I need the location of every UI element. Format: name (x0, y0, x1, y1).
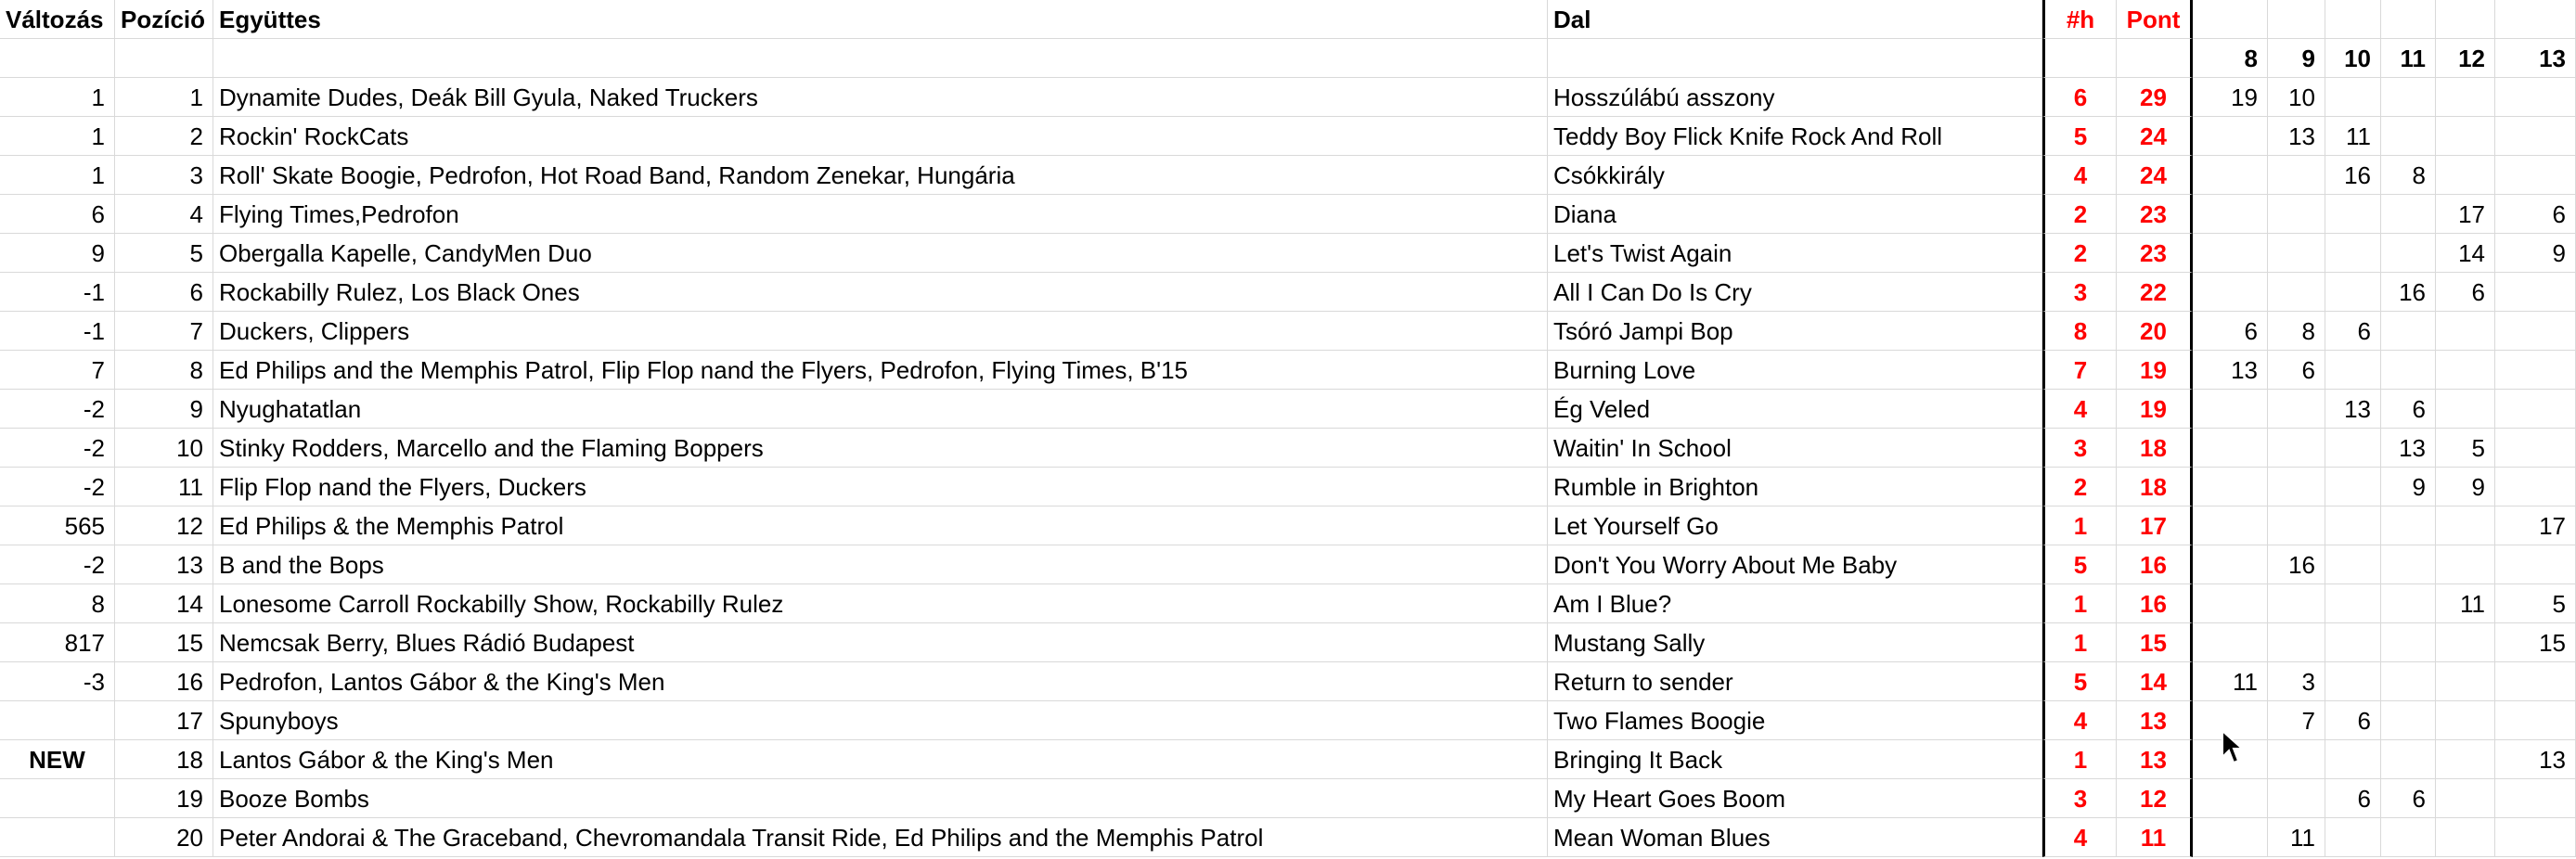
points-cell[interactable]: 18 (2117, 468, 2193, 506)
header-week-empty-cell[interactable] (2268, 0, 2325, 39)
position-cell[interactable]: 2 (115, 117, 213, 156)
week-8-cell[interactable] (2193, 818, 2268, 857)
header-week-12[interactable]: 12 (2436, 39, 2495, 78)
points-cell[interactable]: 29 (2117, 78, 2193, 117)
week-12-cell[interactable] (2436, 312, 2495, 351)
points-cell[interactable]: 23 (2117, 195, 2193, 234)
week-10-cell[interactable] (2325, 273, 2381, 312)
points-cell[interactable]: 14 (2117, 662, 2193, 701)
week-12-cell[interactable] (2436, 351, 2495, 390)
header-week-8[interactable]: 8 (2193, 39, 2268, 78)
song-cell[interactable]: Bringing It Back (1548, 740, 2042, 779)
position-cell[interactable]: 7 (115, 312, 213, 351)
hits-cell[interactable]: 6 (2042, 78, 2117, 117)
week-9-cell[interactable] (2268, 273, 2325, 312)
week-11-cell[interactable] (2381, 117, 2436, 156)
band-cell[interactable]: Ed Philips and the Memphis Patrol, Flip Flop nand the Flyers, Pedrofon, Flying Times, B'15 (213, 351, 1548, 390)
week-10-cell[interactable] (2325, 78, 2381, 117)
week-9-cell[interactable] (2268, 156, 2325, 195)
band-cell[interactable]: Flip Flop nand the Flyers, Duckers (213, 468, 1548, 506)
position-cell[interactable]: 16 (115, 662, 213, 701)
change-cell[interactable]: 7 (0, 351, 115, 390)
band-cell[interactable]: Booze Bombs (213, 779, 1548, 818)
song-cell[interactable]: Am I Blue? (1548, 584, 2042, 623)
song-cell[interactable]: Tsóró Jampi Bop (1548, 312, 2042, 351)
band-cell[interactable]: Dynamite Dudes, Deák Bill Gyula, Naked Truckers (213, 78, 1548, 117)
header-hits[interactable]: #h (2042, 0, 2117, 39)
song-cell[interactable]: Return to sender (1548, 662, 2042, 701)
week-10-cell[interactable] (2325, 623, 2381, 662)
header-week-empty-cell[interactable] (2436, 0, 2495, 39)
band-cell[interactable]: Lonesome Carroll Rockabilly Show, Rockabilly Rulez (213, 584, 1548, 623)
week-10-cell[interactable]: 11 (2325, 117, 2381, 156)
week-11-cell[interactable] (2381, 545, 2436, 584)
week-8-cell[interactable] (2193, 545, 2268, 584)
band-cell[interactable]: Spunyboys (213, 701, 1548, 740)
change-cell[interactable]: 6 (0, 195, 115, 234)
empty-cell[interactable] (115, 39, 213, 78)
song-cell[interactable]: Two Flames Boogie (1548, 701, 2042, 740)
week-10-cell[interactable]: 16 (2325, 156, 2381, 195)
position-cell[interactable]: 5 (115, 234, 213, 273)
band-cell[interactable]: Ed Philips & the Memphis Patrol (213, 506, 1548, 545)
position-cell[interactable]: 14 (115, 584, 213, 623)
change-cell[interactable]: 1 (0, 117, 115, 156)
week-13-cell[interactable]: 13 (2495, 740, 2576, 779)
band-cell[interactable]: Pedrofon, Lantos Gábor & the King's Men (213, 662, 1548, 701)
week-9-cell[interactable]: 16 (2268, 545, 2325, 584)
week-8-cell[interactable] (2193, 429, 2268, 468)
change-cell[interactable]: -3 (0, 662, 115, 701)
empty-cell[interactable] (0, 39, 115, 78)
hits-cell[interactable]: 5 (2042, 117, 2117, 156)
header-position[interactable]: Pozíció (115, 0, 213, 39)
change-cell[interactable]: -1 (0, 273, 115, 312)
band-cell[interactable]: Stinky Rodders, Marcello and the Flaming Boppers (213, 429, 1548, 468)
hits-cell[interactable]: 8 (2042, 312, 2117, 351)
band-cell[interactable]: B and the Bops (213, 545, 1548, 584)
points-cell[interactable]: 12 (2117, 779, 2193, 818)
week-8-cell[interactable] (2193, 390, 2268, 429)
week-11-cell[interactable]: 9 (2381, 468, 2436, 506)
hits-cell[interactable]: 1 (2042, 623, 2117, 662)
points-cell[interactable]: 13 (2117, 740, 2193, 779)
week-8-cell[interactable] (2193, 623, 2268, 662)
change-cell[interactable] (0, 701, 115, 740)
week-13-cell[interactable] (2495, 662, 2576, 701)
week-12-cell[interactable]: 17 (2436, 195, 2495, 234)
week-11-cell[interactable]: 8 (2381, 156, 2436, 195)
change-cell[interactable]: 8 (0, 584, 115, 623)
week-10-cell[interactable] (2325, 234, 2381, 273)
hits-cell[interactable]: 5 (2042, 545, 2117, 584)
song-cell[interactable]: My Heart Goes Boom (1548, 779, 2042, 818)
hits-cell[interactable]: 2 (2042, 468, 2117, 506)
week-10-cell[interactable] (2325, 662, 2381, 701)
week-12-cell[interactable] (2436, 156, 2495, 195)
week-9-cell[interactable] (2268, 429, 2325, 468)
week-12-cell[interactable] (2436, 545, 2495, 584)
week-13-cell[interactable] (2495, 701, 2576, 740)
week-12-cell[interactable] (2436, 662, 2495, 701)
band-cell[interactable]: Peter Andorai & The Graceband, Chevromandala Transit Ride, Ed Philips and the Memphis Patrol (213, 818, 1548, 857)
hits-cell[interactable]: 1 (2042, 584, 2117, 623)
week-11-cell[interactable] (2381, 701, 2436, 740)
change-cell[interactable] (0, 818, 115, 857)
week-9-cell[interactable] (2268, 468, 2325, 506)
week-8-cell[interactable] (2193, 584, 2268, 623)
week-11-cell[interactable]: 6 (2381, 779, 2436, 818)
change-cell[interactable]: NEW (0, 740, 115, 779)
band-cell[interactable]: Lantos Gábor & the King's Men (213, 740, 1548, 779)
week-11-cell[interactable]: 16 (2381, 273, 2436, 312)
week-12-cell[interactable]: 14 (2436, 234, 2495, 273)
position-cell[interactable]: 4 (115, 195, 213, 234)
song-cell[interactable]: Mustang Sally (1548, 623, 2042, 662)
week-8-cell[interactable]: 11 (2193, 662, 2268, 701)
week-13-cell[interactable] (2495, 779, 2576, 818)
week-12-cell[interactable] (2436, 740, 2495, 779)
points-cell[interactable]: 16 (2117, 584, 2193, 623)
week-8-cell[interactable] (2193, 195, 2268, 234)
band-cell[interactable]: Flying Times,Pedrofon (213, 195, 1548, 234)
hits-cell[interactable]: 3 (2042, 779, 2117, 818)
header-week-10[interactable]: 10 (2325, 39, 2381, 78)
week-9-cell[interactable] (2268, 506, 2325, 545)
week-13-cell[interactable] (2495, 429, 2576, 468)
week-9-cell[interactable]: 3 (2268, 662, 2325, 701)
header-week-empty-cell[interactable] (2381, 0, 2436, 39)
week-13-cell[interactable]: 17 (2495, 506, 2576, 545)
week-12-cell[interactable] (2436, 78, 2495, 117)
hits-cell[interactable]: 1 (2042, 740, 2117, 779)
points-cell[interactable]: 24 (2117, 117, 2193, 156)
change-cell[interactable] (0, 779, 115, 818)
hits-cell[interactable]: 4 (2042, 156, 2117, 195)
week-12-cell[interactable]: 9 (2436, 468, 2495, 506)
hits-cell[interactable]: 5 (2042, 662, 2117, 701)
week-12-cell[interactable] (2436, 506, 2495, 545)
week-10-cell[interactable]: 6 (2325, 779, 2381, 818)
week-13-cell[interactable] (2495, 818, 2576, 857)
week-9-cell[interactable] (2268, 390, 2325, 429)
points-cell[interactable]: 17 (2117, 506, 2193, 545)
band-cell[interactable]: Nemcsak Berry, Blues Rádió Budapest (213, 623, 1548, 662)
change-cell[interactable]: -2 (0, 390, 115, 429)
change-cell[interactable]: -2 (0, 545, 115, 584)
week-12-cell[interactable] (2436, 117, 2495, 156)
header-week-13[interactable]: 13 (2495, 39, 2576, 78)
song-cell[interactable]: Mean Woman Blues (1548, 818, 2042, 857)
week-10-cell[interactable] (2325, 195, 2381, 234)
points-cell[interactable]: 22 (2117, 273, 2193, 312)
week-13-cell[interactable] (2495, 117, 2576, 156)
week-11-cell[interactable] (2381, 740, 2436, 779)
week-13-cell[interactable]: 5 (2495, 584, 2576, 623)
header-change[interactable]: Változás (0, 0, 115, 39)
song-cell[interactable]: Burning Love (1548, 351, 2042, 390)
week-11-cell[interactable] (2381, 195, 2436, 234)
week-9-cell[interactable]: 6 (2268, 351, 2325, 390)
song-cell[interactable]: Csókkirály (1548, 156, 2042, 195)
week-12-cell[interactable] (2436, 390, 2495, 429)
week-12-cell[interactable] (2436, 701, 2495, 740)
week-8-cell[interactable] (2193, 117, 2268, 156)
week-10-cell[interactable]: 6 (2325, 312, 2381, 351)
week-13-cell[interactable] (2495, 273, 2576, 312)
points-cell[interactable]: 11 (2117, 818, 2193, 857)
hits-cell[interactable]: 7 (2042, 351, 2117, 390)
points-cell[interactable]: 23 (2117, 234, 2193, 273)
points-cell[interactable]: 15 (2117, 623, 2193, 662)
change-cell[interactable]: 9 (0, 234, 115, 273)
points-cell[interactable]: 18 (2117, 429, 2193, 468)
week-9-cell[interactable] (2268, 623, 2325, 662)
week-11-cell[interactable] (2381, 584, 2436, 623)
week-13-cell[interactable] (2495, 351, 2576, 390)
week-9-cell[interactable]: 13 (2268, 117, 2325, 156)
band-cell[interactable]: Duckers, Clippers (213, 312, 1548, 351)
week-11-cell[interactable]: 13 (2381, 429, 2436, 468)
week-10-cell[interactable] (2325, 429, 2381, 468)
week-8-cell[interactable]: 6 (2193, 312, 2268, 351)
week-13-cell[interactable] (2495, 468, 2576, 506)
header-week-empty-cell[interactable] (2193, 0, 2268, 39)
points-cell[interactable]: 13 (2117, 701, 2193, 740)
header-week-9[interactable]: 9 (2268, 39, 2325, 78)
week-12-cell[interactable]: 6 (2436, 273, 2495, 312)
song-cell[interactable]: All I Can Do Is Cry (1548, 273, 2042, 312)
week-12-cell[interactable] (2436, 818, 2495, 857)
week-9-cell[interactable] (2268, 779, 2325, 818)
hits-cell[interactable]: 2 (2042, 234, 2117, 273)
week-10-cell[interactable] (2325, 506, 2381, 545)
points-cell[interactable]: 20 (2117, 312, 2193, 351)
week-12-cell[interactable]: 5 (2436, 429, 2495, 468)
week-9-cell[interactable] (2268, 740, 2325, 779)
week-13-cell[interactable] (2495, 390, 2576, 429)
week-11-cell[interactable] (2381, 351, 2436, 390)
song-cell[interactable]: Rumble in Brighton (1548, 468, 2042, 506)
week-13-cell[interactable] (2495, 545, 2576, 584)
week-13-cell[interactable] (2495, 78, 2576, 117)
week-10-cell[interactable] (2325, 740, 2381, 779)
header-week-empty-cell[interactable] (2325, 0, 2381, 39)
week-10-cell[interactable] (2325, 584, 2381, 623)
header-week-11[interactable]: 11 (2381, 39, 2436, 78)
week-10-cell[interactable]: 6 (2325, 701, 2381, 740)
week-12-cell[interactable] (2436, 623, 2495, 662)
band-cell[interactable]: Roll' Skate Boogie, Pedrofon, Hot Road Band, Random Zenekar, Hungária (213, 156, 1548, 195)
week-10-cell[interactable] (2325, 468, 2381, 506)
change-cell[interactable]: -2 (0, 429, 115, 468)
position-cell[interactable]: 17 (115, 701, 213, 740)
week-12-cell[interactable]: 11 (2436, 584, 2495, 623)
position-cell[interactable]: 3 (115, 156, 213, 195)
position-cell[interactable]: 10 (115, 429, 213, 468)
week-9-cell[interactable]: 11 (2268, 818, 2325, 857)
week-8-cell[interactable] (2193, 273, 2268, 312)
week-9-cell[interactable] (2268, 584, 2325, 623)
week-10-cell[interactable] (2325, 818, 2381, 857)
song-cell[interactable]: Waitin' In School (1548, 429, 2042, 468)
week-11-cell[interactable]: 6 (2381, 390, 2436, 429)
week-8-cell[interactable]: 19 (2193, 78, 2268, 117)
header-band[interactable]: Együttes (213, 0, 1548, 39)
hits-cell[interactable]: 4 (2042, 390, 2117, 429)
week-12-cell[interactable] (2436, 779, 2495, 818)
change-cell[interactable]: 565 (0, 506, 115, 545)
position-cell[interactable]: 9 (115, 390, 213, 429)
points-cell[interactable]: 16 (2117, 545, 2193, 584)
week-9-cell[interactable] (2268, 195, 2325, 234)
empty-cell[interactable] (2042, 39, 2117, 78)
week-11-cell[interactable] (2381, 662, 2436, 701)
position-cell[interactable]: 19 (115, 779, 213, 818)
band-cell[interactable]: Rockabilly Rulez, Los Black Ones (213, 273, 1548, 312)
change-cell[interactable]: -1 (0, 312, 115, 351)
header-song[interactable]: Dal (1548, 0, 2042, 39)
position-cell[interactable]: 8 (115, 351, 213, 390)
position-cell[interactable]: 15 (115, 623, 213, 662)
change-cell[interactable]: 817 (0, 623, 115, 662)
week-8-cell[interactable]: 13 (2193, 351, 2268, 390)
week-13-cell[interactable] (2495, 156, 2576, 195)
change-cell[interactable]: 1 (0, 78, 115, 117)
week-10-cell[interactable] (2325, 351, 2381, 390)
points-cell[interactable]: 24 (2117, 156, 2193, 195)
song-cell[interactable]: Teddy Boy Flick Knife Rock And Roll (1548, 117, 2042, 156)
week-13-cell[interactable] (2495, 312, 2576, 351)
week-11-cell[interactable] (2381, 312, 2436, 351)
points-cell[interactable]: 19 (2117, 390, 2193, 429)
week-9-cell[interactable]: 8 (2268, 312, 2325, 351)
position-cell[interactable]: 12 (115, 506, 213, 545)
points-cell[interactable]: 19 (2117, 351, 2193, 390)
song-cell[interactable]: Ég Veled (1548, 390, 2042, 429)
week-10-cell[interactable]: 13 (2325, 390, 2381, 429)
hits-cell[interactable]: 4 (2042, 701, 2117, 740)
hits-cell[interactable]: 2 (2042, 195, 2117, 234)
week-8-cell[interactable] (2193, 156, 2268, 195)
song-cell[interactable]: Let's Twist Again (1548, 234, 2042, 273)
band-cell[interactable]: Rockin' RockCats (213, 117, 1548, 156)
week-11-cell[interactable] (2381, 234, 2436, 273)
band-cell[interactable]: Nyughatatlan (213, 390, 1548, 429)
position-cell[interactable]: 18 (115, 740, 213, 779)
week-8-cell[interactable] (2193, 506, 2268, 545)
week-9-cell[interactable]: 7 (2268, 701, 2325, 740)
hits-cell[interactable]: 4 (2042, 818, 2117, 857)
position-cell[interactable]: 6 (115, 273, 213, 312)
position-cell[interactable]: 20 (115, 818, 213, 857)
empty-cell[interactable] (1548, 39, 2042, 78)
position-cell[interactable]: 11 (115, 468, 213, 506)
band-cell[interactable]: Obergalla Kapelle, CandyMen Duo (213, 234, 1548, 273)
position-cell[interactable]: 1 (115, 78, 213, 117)
week-9-cell[interactable]: 10 (2268, 78, 2325, 117)
hits-cell[interactable]: 3 (2042, 429, 2117, 468)
week-11-cell[interactable] (2381, 623, 2436, 662)
header-points[interactable]: Pont (2117, 0, 2193, 39)
week-11-cell[interactable] (2381, 78, 2436, 117)
week-10-cell[interactable] (2325, 545, 2381, 584)
change-cell[interactable]: -2 (0, 468, 115, 506)
week-13-cell[interactable]: 9 (2495, 234, 2576, 273)
song-cell[interactable]: Hosszúlábú asszony (1548, 78, 2042, 117)
header-week-empty-cell[interactable] (2495, 0, 2576, 39)
position-cell[interactable]: 13 (115, 545, 213, 584)
week-9-cell[interactable] (2268, 234, 2325, 273)
empty-cell[interactable] (213, 39, 1548, 78)
hits-cell[interactable]: 1 (2042, 506, 2117, 545)
song-cell[interactable]: Let Yourself Go (1548, 506, 2042, 545)
song-cell[interactable]: Don't You Worry About Me Baby (1548, 545, 2042, 584)
week-8-cell[interactable] (2193, 234, 2268, 273)
hits-cell[interactable]: 3 (2042, 273, 2117, 312)
week-13-cell[interactable]: 6 (2495, 195, 2576, 234)
week-13-cell[interactable]: 15 (2495, 623, 2576, 662)
week-11-cell[interactable] (2381, 506, 2436, 545)
week-8-cell[interactable] (2193, 779, 2268, 818)
empty-cell[interactable] (2117, 39, 2193, 78)
week-8-cell[interactable] (2193, 468, 2268, 506)
mouse-pointer-icon (2221, 729, 2245, 766)
song-cell[interactable]: Diana (1548, 195, 2042, 234)
change-cell[interactable]: 1 (0, 156, 115, 195)
week-11-cell[interactable] (2381, 818, 2436, 857)
